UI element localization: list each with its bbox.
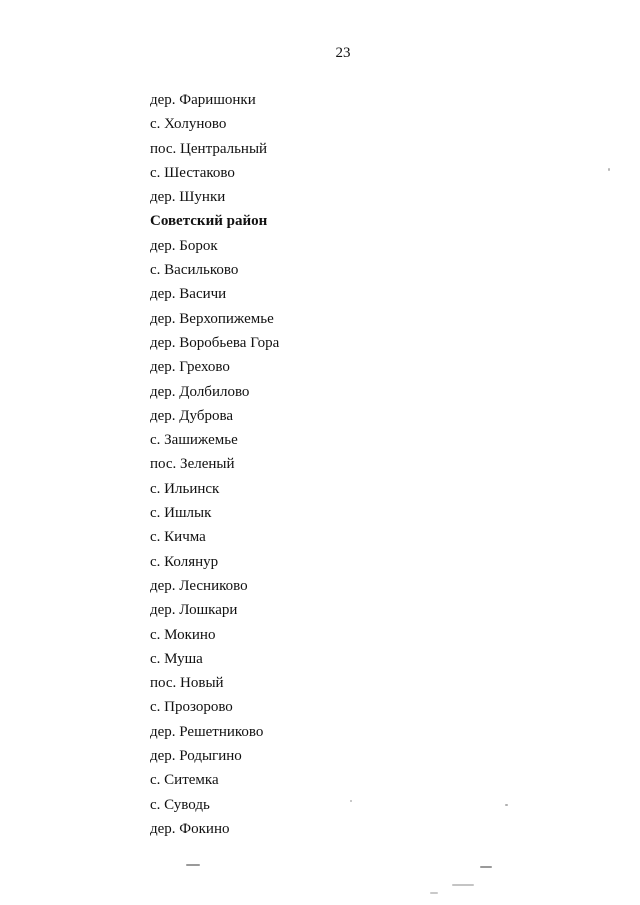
settlement-item: с. Суводь xyxy=(150,796,210,813)
settlement-item: дер. Шунки xyxy=(150,189,226,206)
district-heading: Советский район xyxy=(150,213,268,230)
settlement-item: с. Ишлык xyxy=(150,505,212,522)
settlement-item: с. Ильинск xyxy=(150,480,220,497)
settlement-item: дер. Лесниково xyxy=(150,577,248,594)
settlement-item: с. Ситемка xyxy=(150,772,219,789)
settlement-item: дер. Фаришонки xyxy=(150,92,256,108)
scan-speck xyxy=(480,866,492,868)
settlement-item: пос. Зеленый xyxy=(150,456,235,473)
settlement-item: с. Прозорово xyxy=(150,699,233,716)
settlement-item: с. Холуново xyxy=(150,116,227,133)
settlement-item: пос. Центральный xyxy=(150,140,268,157)
settlement-list xyxy=(150,88,279,841)
scan-speck xyxy=(430,892,438,894)
settlement-item: дер. Грехово xyxy=(150,359,230,376)
settlement-item: дер. Дуброва xyxy=(150,407,233,424)
settlement-item: пос. Новый xyxy=(150,675,224,692)
settlement-item: с. Васильково xyxy=(150,262,239,279)
settlement-item: дер. Решетниково xyxy=(150,723,264,740)
settlement-item: дер. Васичи xyxy=(150,286,227,303)
settlement-item: дер. Лошкари xyxy=(150,602,238,619)
scan-speck xyxy=(452,884,474,886)
settlement-item: дер. Борок xyxy=(150,237,218,254)
scan-speck xyxy=(186,864,200,866)
scan-speck xyxy=(505,804,508,806)
scan-speck xyxy=(350,800,352,802)
settlement-item: с. Зашижемье xyxy=(150,432,238,449)
settlement-item: с. Мокино xyxy=(150,626,216,643)
settlement-item: дер. Верхопижемье xyxy=(150,310,274,327)
settlement-item: дер. Фокино xyxy=(150,820,230,837)
settlement-item: с. Муша xyxy=(150,650,203,667)
scan-speck xyxy=(608,168,610,171)
settlement-item: дер. Родыгино xyxy=(150,748,242,765)
page-number: 23 xyxy=(335,45,351,61)
settlement-item: с. Колянур xyxy=(150,553,219,570)
settlement-item: дер. Долбилово xyxy=(150,383,250,400)
settlement-item: с. Кичма xyxy=(150,529,206,546)
settlement-item: с. Шестаково xyxy=(150,164,235,181)
settlement-item: дер. Воробьева Гора xyxy=(150,334,280,351)
